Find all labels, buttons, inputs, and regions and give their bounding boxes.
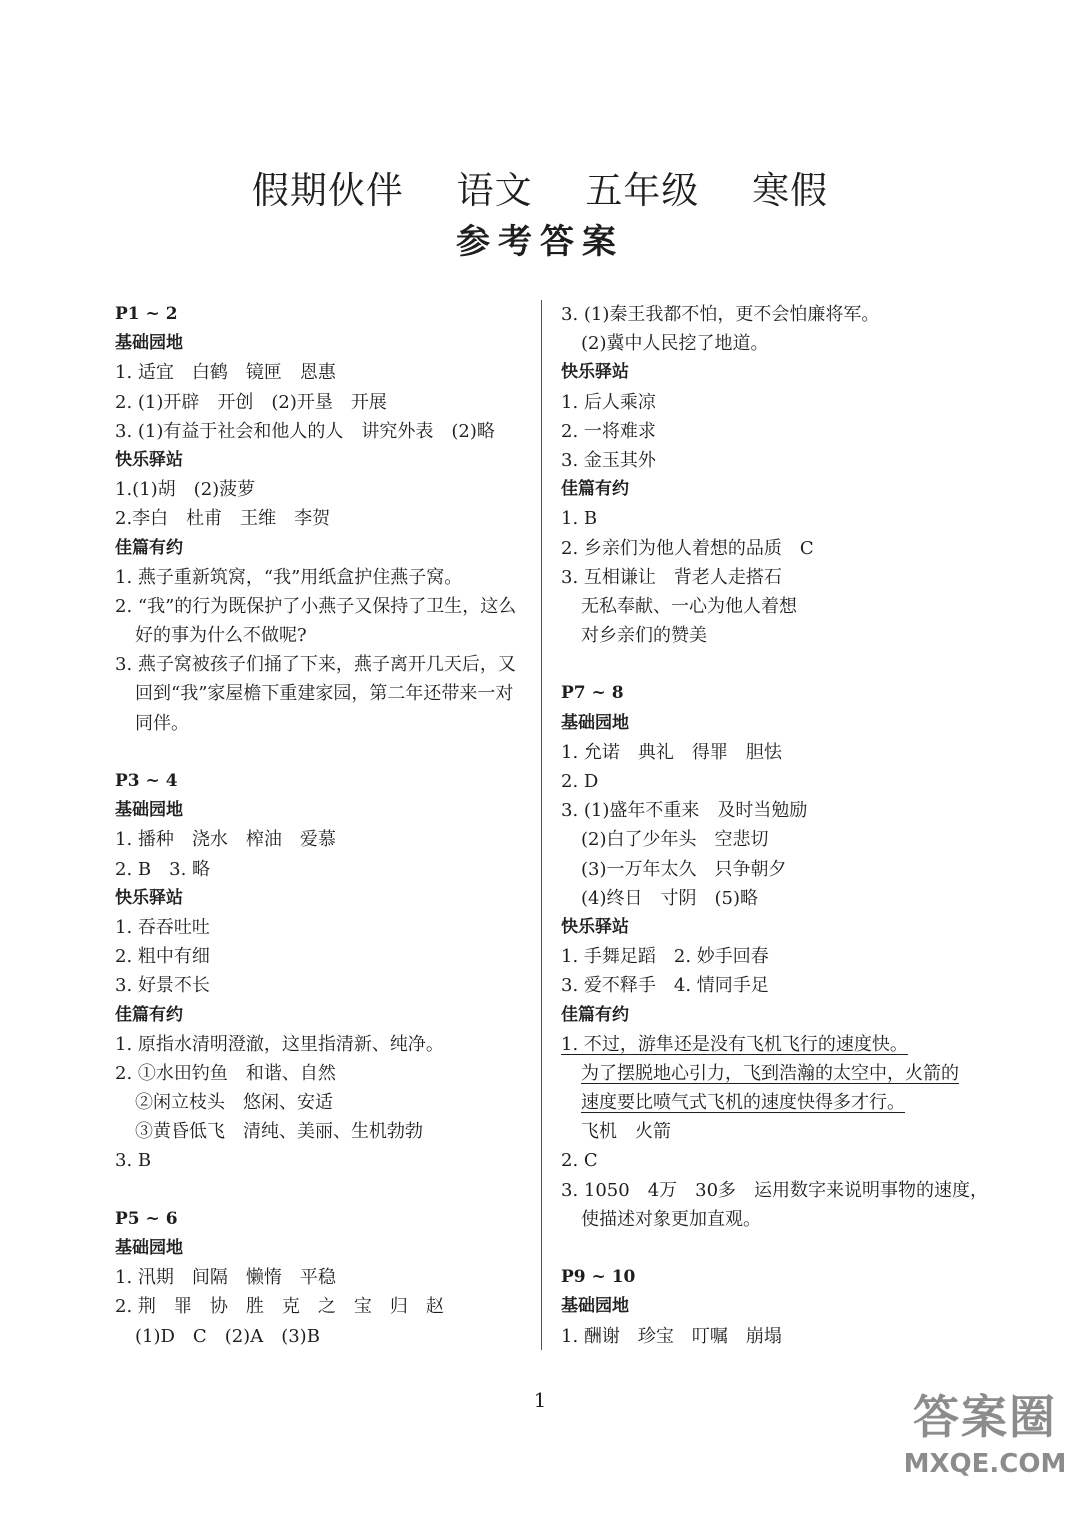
document-subtitle: 参考答案: [456, 222, 624, 262]
section-gap: [561, 650, 981, 679]
page-range-heading: P7 ~ 8: [561, 683, 624, 704]
section-heading: 佳篇有约: [115, 1004, 183, 1025]
answer-line: 1. 允诺 典礼 得罪 胆怯: [561, 741, 782, 763]
answer-line: (1)D C (2)A (3)B: [135, 1325, 320, 1347]
page-number: 1: [533, 1388, 547, 1412]
section-heading: 基础园地: [561, 1296, 629, 1317]
section-gap: [115, 738, 535, 767]
answer-line: 使描述对象更加直观。: [581, 1208, 761, 1230]
answer-line: ③黄昏低飞 清纯、美丽、生机勃勃: [135, 1121, 423, 1143]
answer-line: 3. (1)有益于社会和他人的人 讲究外表 (2)略: [115, 420, 495, 442]
watermark-url: MXQE.COM: [903, 1449, 1067, 1479]
answer-line: (2)白了少年头 空悲切: [581, 829, 769, 851]
answer-line: 3. 1050 4万 30多 运用数字来说明事物的速度，: [561, 1179, 989, 1201]
answer-line: 1.(1)胡 (2)菠萝: [115, 479, 256, 501]
title-part: 语文: [456, 169, 533, 212]
answer-line: 好的事为什么不做呢?: [135, 625, 307, 647]
answer-line: 3. 好景不长: [115, 975, 210, 997]
answer-line: 3. 爱不释手 4. 情同手足: [561, 975, 769, 997]
answer-line: 3. 燕子窝被孩子们捅了下来，燕子离开几天后，又: [115, 654, 516, 676]
section-heading: 快乐驿站: [561, 916, 629, 937]
document-title: [0, 160, 1080, 214]
column-divider: [541, 300, 542, 1350]
answer-line: 3. 金玉其外: [561, 449, 656, 471]
answer-line: (2)冀中人民挖了地道。: [581, 333, 769, 355]
section-heading: 佳篇有约: [561, 1004, 629, 1025]
answer-line: 2. 荆 罪 协 胜 克 之 宝 归 赵: [115, 1296, 444, 1318]
section-heading: 基础园地: [115, 800, 183, 821]
answer-line: 3. 互相谦让 背老人走搭石: [561, 566, 782, 588]
watermark-logo: [900, 1387, 1070, 1507]
answer-line: (3)一万年太久 只争朝夕: [581, 858, 787, 880]
answer-line: 1. 吞吞吐吐: [115, 916, 210, 938]
answer-line: 为了摆脱地心引力，飞到浩瀚的太空中，火箭的: [581, 1062, 959, 1084]
page-range-heading: P9 ~ 10: [561, 1267, 636, 1288]
answer-line: 对乡亲们的赞美: [581, 625, 707, 647]
section-gap: [115, 1176, 535, 1205]
answer-line: 1. 手舞足蹈 2. 妙手回春: [561, 946, 769, 968]
answer-line: 1. 适宜 白鹤 镜匣 恩惠: [115, 362, 336, 384]
page-range-heading: P5 ~ 6: [115, 1208, 178, 1229]
answer-line: 同伴。: [135, 712, 189, 734]
title-part: 五年级: [585, 169, 700, 212]
answer-line: 无私奉献、一心为他人着想: [581, 595, 797, 617]
answer-line: 1. B: [561, 508, 598, 530]
answer-line: 3. B: [115, 1150, 152, 1172]
section-heading: 佳篇有约: [561, 479, 629, 500]
answer-line: 3. (1)秦王我都不怕，更不会怕廉将军。: [561, 304, 880, 325]
left-column: [115, 300, 535, 1351]
answer-line: 2. 粗中有细: [115, 946, 210, 968]
answer-line: 1. 原指水清明澄澈，这里指清新、纯净。: [115, 1033, 444, 1055]
section-heading: 基础园地: [115, 1238, 183, 1258]
answer-line: 2. “我”的行为既保护了小燕子又保持了卫生，这么: [115, 595, 517, 617]
answer-line: 2. (1)开辟 开创 (2)开垦 开展: [115, 391, 387, 413]
section-heading: 基础园地: [561, 712, 629, 733]
answer-line: 1. 酬谢 珍宝 叮嘱 崩塌: [561, 1325, 782, 1347]
section-heading: 快乐驿站: [561, 362, 629, 383]
answer-line: 2. ①水田钓鱼 和谐、自然: [115, 1062, 336, 1084]
answer-line: 1. 不过，游隼还是没有飞机飞行的速度快。: [561, 1033, 908, 1055]
answer-line: 2. 一将难求: [561, 420, 656, 442]
watermark-logo-text: 答案圈: [913, 1390, 1057, 1444]
right-column: [561, 300, 989, 1351]
answer-line: 1. 燕子重新筑窝，“我”用纸盒护住燕子窝。: [115, 566, 463, 588]
section-gap: [561, 1234, 981, 1263]
answer-line: 2. B 3. 略: [115, 858, 211, 880]
answer-line: 速度要比喷气式飞机的速度快得多才行。: [581, 1092, 905, 1114]
answer-line: 2. C: [561, 1150, 598, 1172]
answer-line: 2. 乡亲们为他人着想的品质 C: [561, 537, 814, 559]
answer-line: 飞机 火箭: [581, 1121, 671, 1143]
answer-line: 1. 汛期 间隔 懒惰 平稳: [115, 1267, 336, 1289]
answer-line: (4)终日 寸阴 (5)略: [581, 887, 758, 909]
answer-line: ②闲立枝头 悠闲、安适: [135, 1092, 333, 1114]
section-heading: 佳篇有约: [115, 537, 183, 558]
answer-line: 2. D: [561, 771, 599, 792]
answer-line: 1. 后人乘凉: [561, 391, 656, 413]
answer-line: 2.李白 杜甫 王维 李贺: [115, 508, 331, 530]
answer-line: 1. 播种 浇水 榨油 爱慕: [115, 829, 336, 851]
page-range-heading: P3 ~ 4: [115, 771, 178, 791]
title-part: 寒假: [752, 169, 829, 212]
answer-line: 回到“我”家屋檐下重建家园，第二年还带来一对: [135, 683, 514, 705]
page-range-heading: P1 ~ 2: [115, 304, 178, 324]
section-heading: 基础园地: [115, 333, 183, 354]
section-heading: 快乐驿站: [115, 449, 183, 470]
answer-line: 3. (1)盛年不重来 及时当勉励: [561, 800, 808, 822]
title-part: 假期伙伴: [251, 169, 404, 212]
section-heading: 快乐驿站: [115, 887, 183, 908]
